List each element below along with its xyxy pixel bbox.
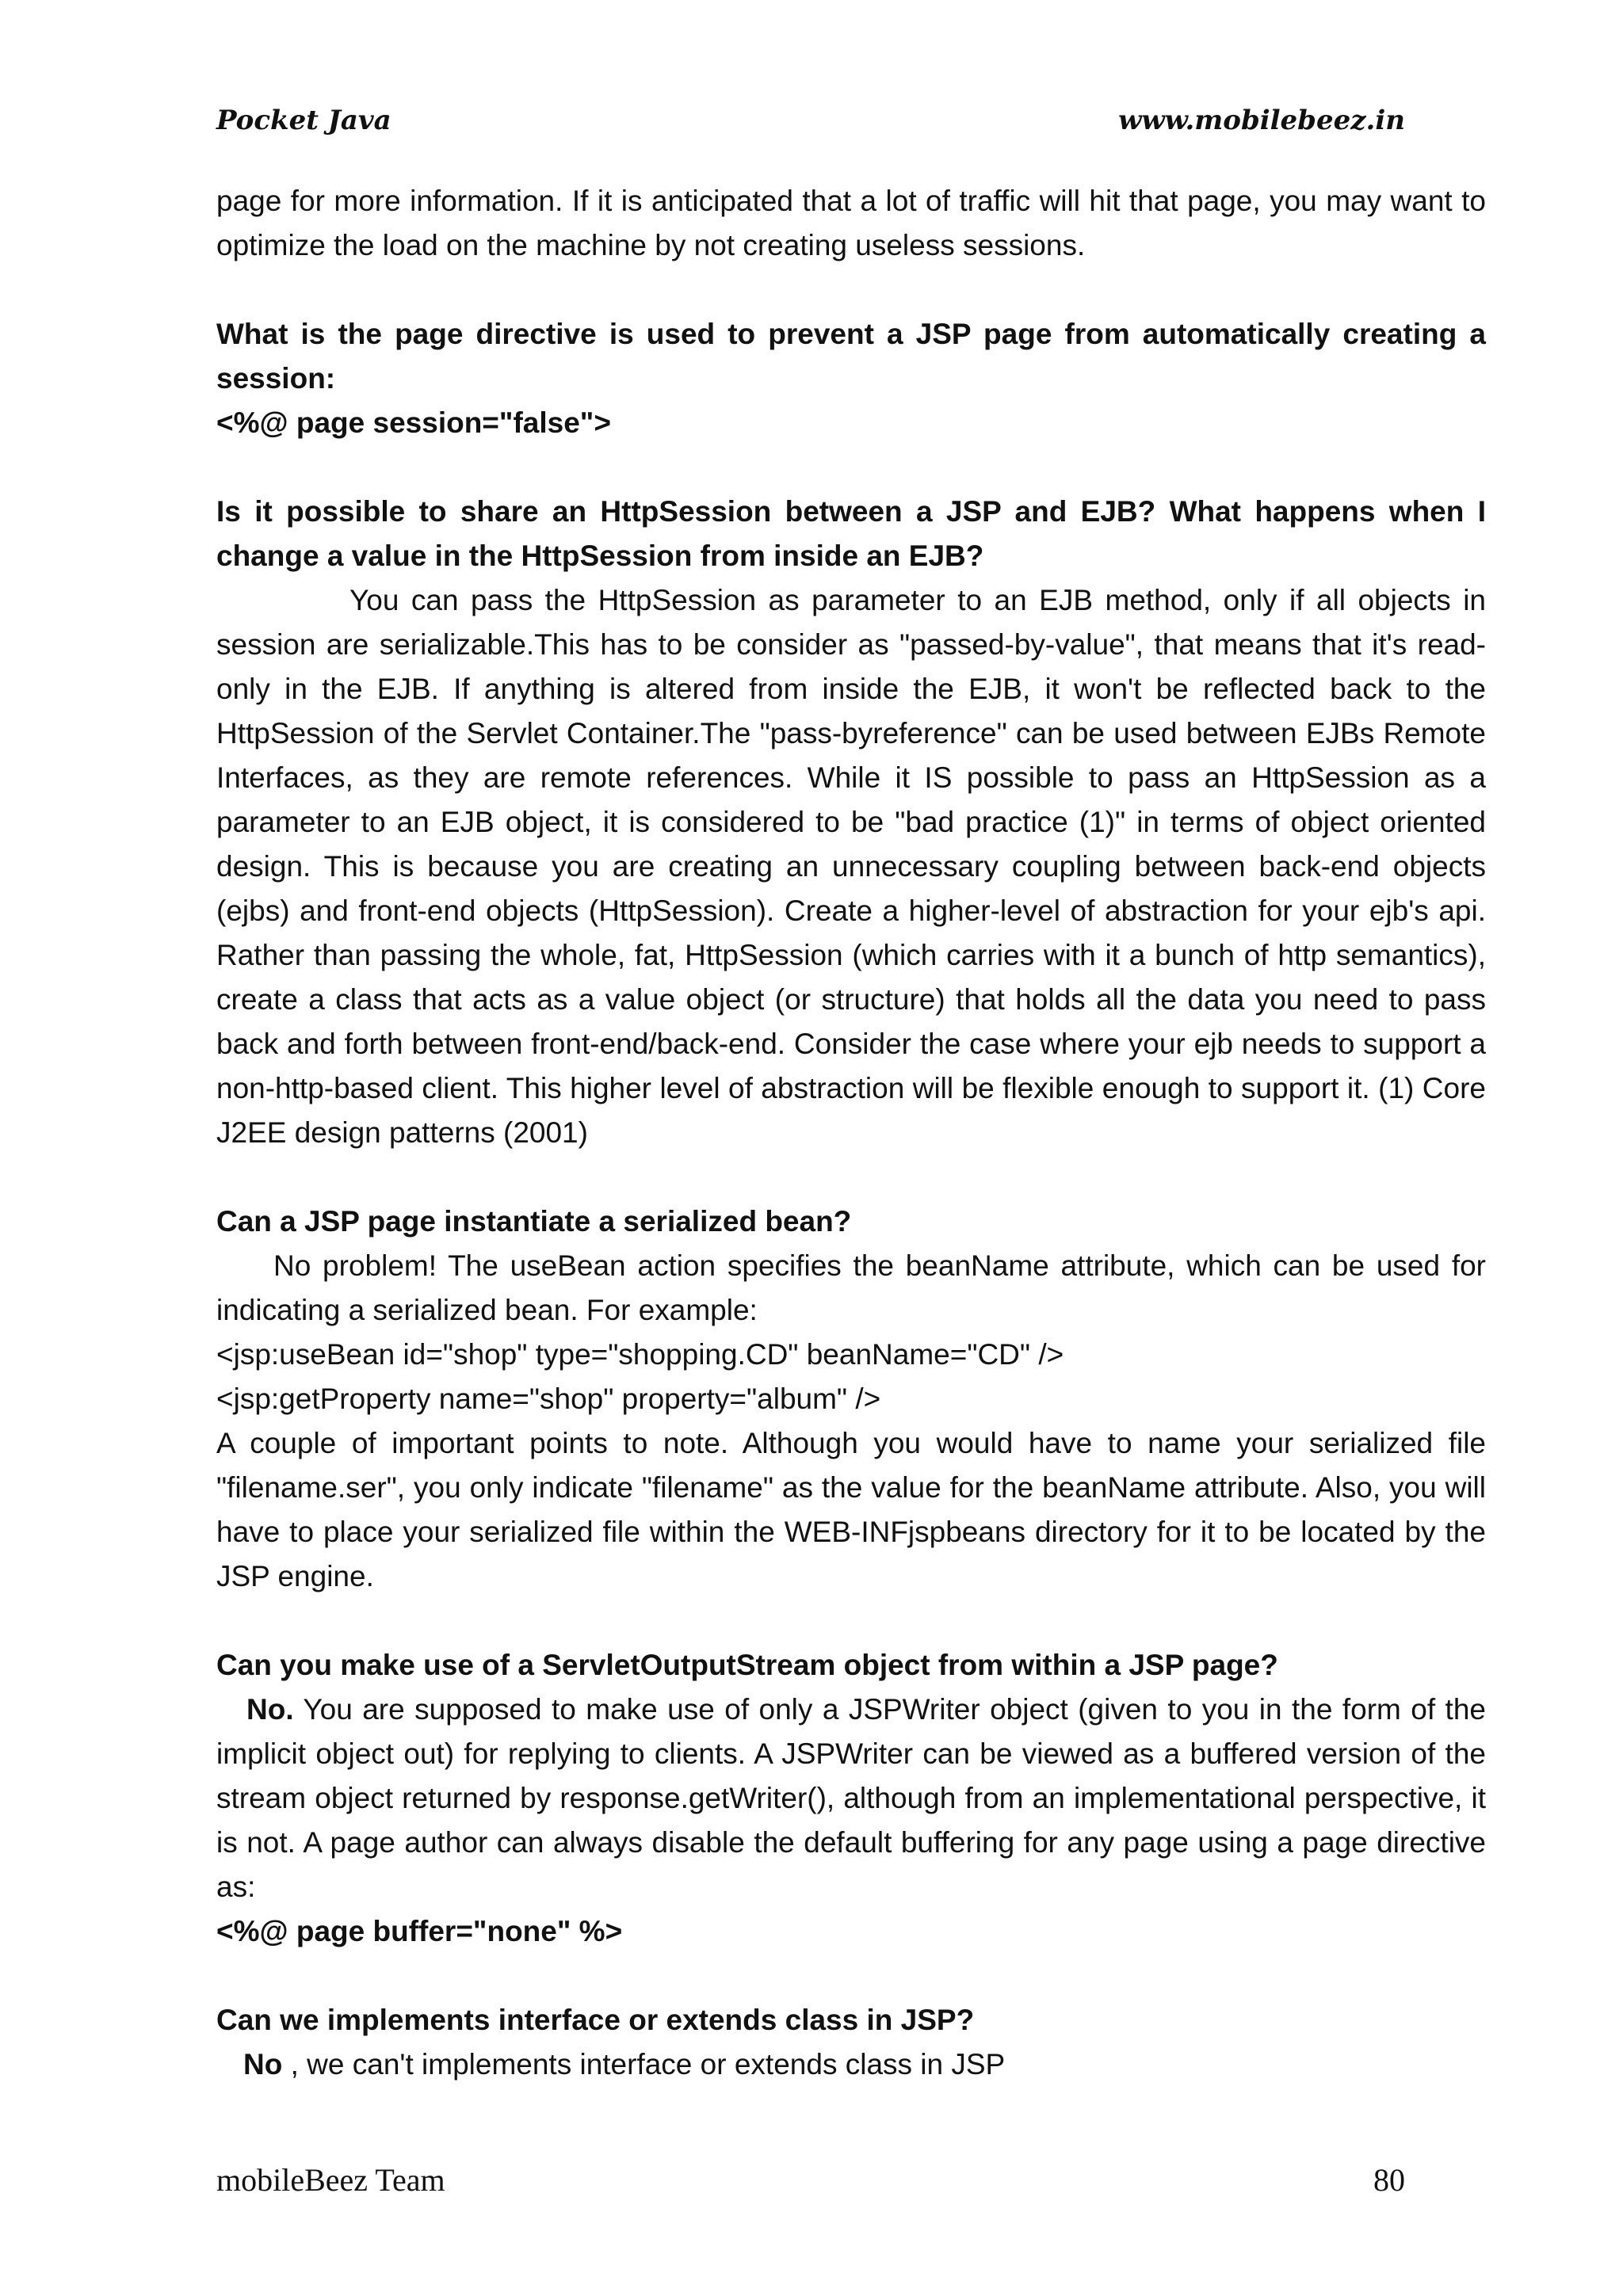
code-usebean: <jsp:useBean id="shop" type="shopping.CD" beanName="CD" /> xyxy=(216,1338,1064,1371)
answer-lead-no: No. xyxy=(246,1693,294,1726)
answer-lead-no: No xyxy=(243,2048,283,2081)
header-book-title: Pocket Java xyxy=(216,105,391,136)
paragraph-continuation: page for more information. If it is anticipated that a lot of traffic will hit that page, you may want to optimize the load on the machine by not creating useless sessions. xyxy=(216,185,1486,261)
answer-serialized-bean-notes: A couple of important points to note. Although you would have to name your serialized file "filename.ser", you only indicate "filename" as the value for the beanName attribute. Also, you will have to place your serialized file within the WEB-INFjspbeans directory for it to be located by the JSP engine. xyxy=(216,1427,1486,1592)
page-header xyxy=(216,105,1405,144)
question-implements-interface: Can we implements interface or extends class in JSP? xyxy=(216,2004,975,2036)
question-httpsession-ejb: Is it possible to share an HttpSession between a JSP and EJB? What happens when I change a value in the HttpSession from inside an EJB? xyxy=(216,495,1486,572)
page-footer xyxy=(216,2161,1405,2201)
answer-httpsession-ejb: You can pass the HttpSession as parameter to an EJB method, only if all objects in session are serializable.This has to be consider as "passed-by-value", that means that it's read-only in the EJB. If anything is altered from inside the EJB, it won't be reflected back to the HttpSession of the Servlet Container.The "pass-byreference" can be used between EJBs Remote Interfaces, as they are remote references. While it IS possible to pass an HttpSession as a parameter to an EJB object, it is considered to be "bad practice (1)" in terms of object oriented design. This is because you are creating an unnecessary coupling between back-end objects (ejbs) and front-end objects (HttpSession). Create a higher-level of abstraction for your ejb's api. Rather than passing the whole, fat, HttpSession (which carries with it a bunch of http semantics), create a class that acts as a value object (or structure) that holds all the data you need to pass back and forth between front-end/back-end. Consider the case where your ejb needs to support a non-http-based client. This higher level of abstraction will be flexible enough to support it. (1) Core J2EE design patterns (2001) xyxy=(216,584,1486,1149)
code-session-false: <%@ page session="false"> xyxy=(216,406,611,439)
question-page-directive: What is the page directive is used to prevent a JSP page from automatically creating a session: xyxy=(216,318,1486,395)
header-website: www.mobilebeez.in xyxy=(1118,105,1405,136)
paragraph-gap xyxy=(216,445,1486,490)
answer-body: , we can't implements interface or extends class in JSP xyxy=(282,2048,1006,2081)
paragraph-gap xyxy=(216,1954,1486,1998)
paragraph-gap xyxy=(216,1599,1486,1643)
question-servletoutputstream: Can you make use of a ServletOutputStream object from within a JSP page? xyxy=(216,1649,1278,1681)
code-buffer-none: <%@ page buffer="none" %> xyxy=(216,1915,623,1947)
paragraph-gap xyxy=(216,268,1486,312)
question-serialized-bean: Can a JSP page instantiate a serialized bean? xyxy=(216,1205,852,1238)
code-getproperty: <jsp:getProperty name="shop" property="album" /> xyxy=(216,1383,881,1415)
page-number: 80 xyxy=(1373,2162,1405,2198)
answer-implements-interface xyxy=(216,2042,1486,2087)
answer-serialized-bean: No problem! The useBean action specifies the beanName attribute, which can be used for indicating a serialized bean. For example: xyxy=(216,1249,1486,1326)
page-content xyxy=(216,179,1486,2087)
answer-body: You are supposed to make use of only a JSPWriter object (given to you in the form of the implicit object out) for replying to clients. A JSPWriter can be viewed as a buffered version of the stream object returned by response.getWriter(), although from an implementational perspective, it is not. A page author can always disable the default buffering for any page using a page directive as: xyxy=(216,1693,1486,1903)
footer-team-name: mobileBeez Team xyxy=(216,2162,445,2198)
paragraph-gap xyxy=(216,1155,1486,1199)
answer-servletoutputstream xyxy=(216,1688,1486,1909)
